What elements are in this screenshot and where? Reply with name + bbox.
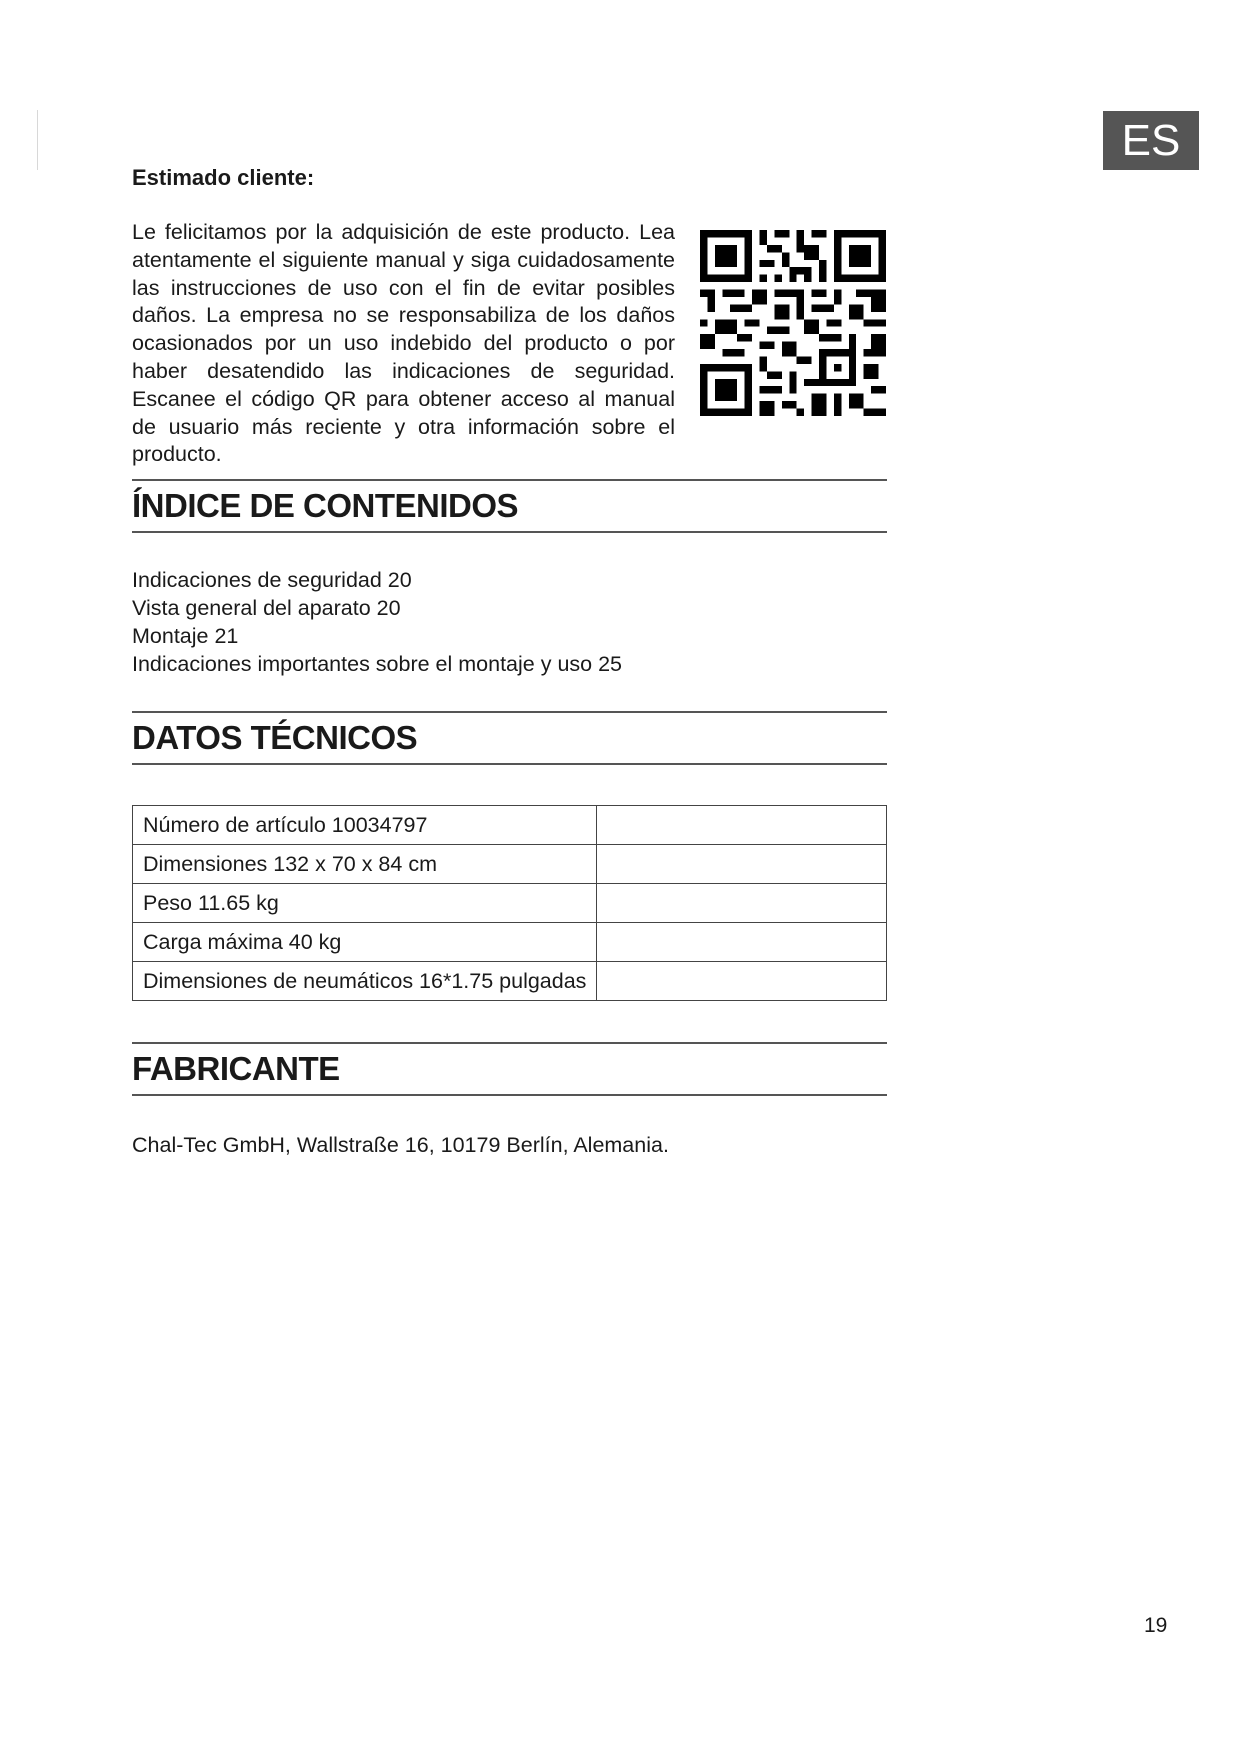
toc-heading: ÍNDICE DE CONTENIDOS (132, 487, 519, 524)
spec-cell: Dimensiones 132 x 70 x 84 cm (133, 845, 597, 884)
table-row (133, 962, 887, 1001)
intro-paragraph: Le felicitamos por la adquisición de este producto. Lea atentamente el siguiente manual y siga cuidadosamente las instrucciones de uso con el fin de evitar posibles daños. La empresa no se responsabiliza de los daños ocasionados por un uso indebido del producto o por haber desatendido las indicaciones de seguridad. Escanee el código QR para obtener acceso al manual de usuario más reciente y otra información sobre el producto. (132, 220, 675, 467)
manufacturer-heading: FABRICANTE (132, 1050, 340, 1087)
tech-heading: DATOS TÉCNICOS (132, 719, 418, 756)
manufacturer-address: Chal-Tec GmbH, Wallstraße 16, 10179 Berlín, Alemania. (132, 1133, 669, 1157)
divider (132, 1094, 887, 1096)
toc-item[interactable]: Montaje 21 (132, 624, 239, 648)
spec-cell-empty (597, 845, 887, 884)
toc-item[interactable]: Indicaciones de seguridad 20 (132, 568, 412, 592)
table-row (133, 845, 887, 884)
qr-code[interactable] (700, 230, 886, 416)
language-badge: ES (1103, 111, 1199, 170)
divider (132, 763, 887, 765)
page-number: 19 (1144, 1614, 1168, 1637)
manufacturer-heading-block (132, 1042, 887, 1096)
spec-cell: Peso 11.65 kg (133, 884, 597, 923)
spec-cell-empty (597, 923, 887, 962)
spec-cell-empty (597, 806, 887, 845)
specs-table (132, 805, 887, 1001)
table-row (133, 806, 887, 845)
spec-cell-empty (597, 962, 887, 1001)
toc-list (132, 566, 622, 678)
spec-cell: Carga máxima 40 kg (133, 923, 597, 962)
toc-item[interactable]: Vista general del aparato 20 (132, 596, 401, 620)
spec-cell: Dimensiones de neumáticos 16*1.75 pulgadas (133, 962, 597, 1001)
toc-heading-block (132, 479, 887, 533)
divider (132, 531, 887, 533)
toc-item[interactable]: Indicaciones importantes sobre el montaje y uso 25 (132, 652, 622, 676)
spec-cell: Número de artículo 10034797 (133, 806, 597, 845)
table-row (133, 923, 887, 962)
tech-heading-block (132, 711, 887, 765)
greeting: Estimado cliente: (132, 165, 315, 190)
margin-rule (37, 110, 38, 170)
table-row (133, 884, 887, 923)
spec-cell-empty (597, 884, 887, 923)
